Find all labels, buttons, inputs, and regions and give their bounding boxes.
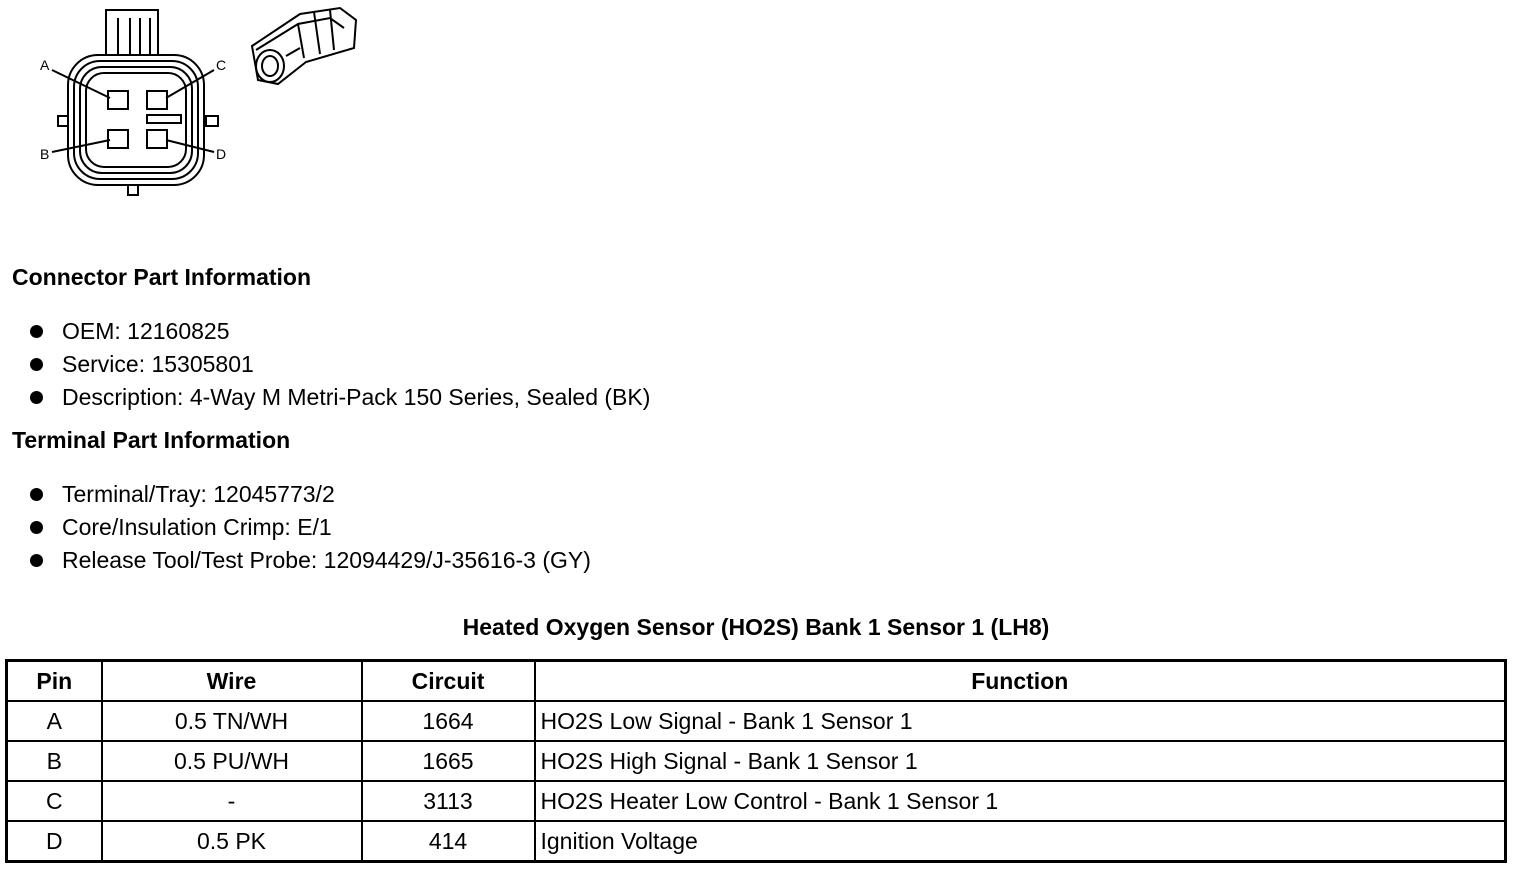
- cell-function: HO2S Low Signal - Bank 1 Sensor 1: [535, 701, 1506, 741]
- cell-function: HO2S Heater Low Control - Bank 1 Sensor 1: [535, 781, 1506, 821]
- table-row: [7, 821, 1506, 862]
- header-function: Function: [535, 661, 1506, 702]
- bullet-icon: [30, 488, 43, 501]
- connector-face-diagram: [0, 0, 380, 210]
- bullet-icon: [30, 358, 43, 371]
- pin-label-b: B: [40, 146, 50, 162]
- bullet-icon: [30, 391, 43, 404]
- cell-pin: B: [7, 741, 102, 781]
- table-row: [7, 701, 1506, 741]
- header-circuit: Circuit: [362, 661, 535, 702]
- cell-circuit: 3113: [362, 781, 535, 821]
- cell-pin: C: [7, 781, 102, 821]
- cell-wire: 0.5 TN/WH: [102, 701, 362, 741]
- bullet-icon: [30, 325, 43, 338]
- cell-pin: D: [7, 821, 102, 862]
- terminal-part-info-heading: Terminal Part Information: [12, 427, 291, 453]
- cell-circuit: 1664: [362, 701, 535, 741]
- cell-wire: 0.5 PK: [102, 821, 362, 862]
- cell-function: Ignition Voltage: [535, 821, 1506, 862]
- cell-pin: A: [7, 701, 102, 741]
- table-title: Heated Oxygen Sensor (HO2S) Bank 1 Sensor 1 (LH8): [462, 614, 1050, 640]
- header-wire: Wire: [102, 661, 362, 702]
- header-pin: Pin: [7, 661, 102, 702]
- bullet-icon: [30, 554, 43, 567]
- list-item: Description: 4-Way M Metri-Pack 150 Series, Sealed (BK): [30, 381, 650, 414]
- pin-label-d: D: [216, 146, 227, 162]
- connector-part-info-list: [30, 315, 650, 414]
- cell-wire: 0.5 PU/WH: [102, 741, 362, 781]
- terminal-part-info-list: [30, 478, 591, 577]
- connector-isometric-image: [252, 8, 356, 84]
- pin-label-a: A: [40, 57, 50, 73]
- pinout-table: [5, 659, 1507, 863]
- cell-function: HO2S High Signal - Bank 1 Sensor 1: [535, 741, 1506, 781]
- cell-wire: -: [102, 781, 362, 821]
- cell-circuit: 414: [362, 821, 535, 862]
- list-item: OEM: 12160825: [30, 315, 650, 348]
- list-item: Terminal/Tray: 12045773/2: [30, 478, 591, 511]
- bullet-icon: [30, 521, 43, 534]
- pin-label-c: C: [216, 57, 227, 73]
- table-row: [7, 741, 1506, 781]
- list-item: Service: 15305801: [30, 348, 650, 381]
- cell-circuit: 1665: [362, 741, 535, 781]
- list-item: Core/Insulation Crimp: E/1: [30, 511, 591, 544]
- list-item: Release Tool/Test Probe: 12094429/J-35616-3 (GY): [30, 544, 591, 577]
- table-header-row: [7, 661, 1506, 702]
- connector-part-info-heading: Connector Part Information: [12, 264, 312, 290]
- table-row: [7, 781, 1506, 821]
